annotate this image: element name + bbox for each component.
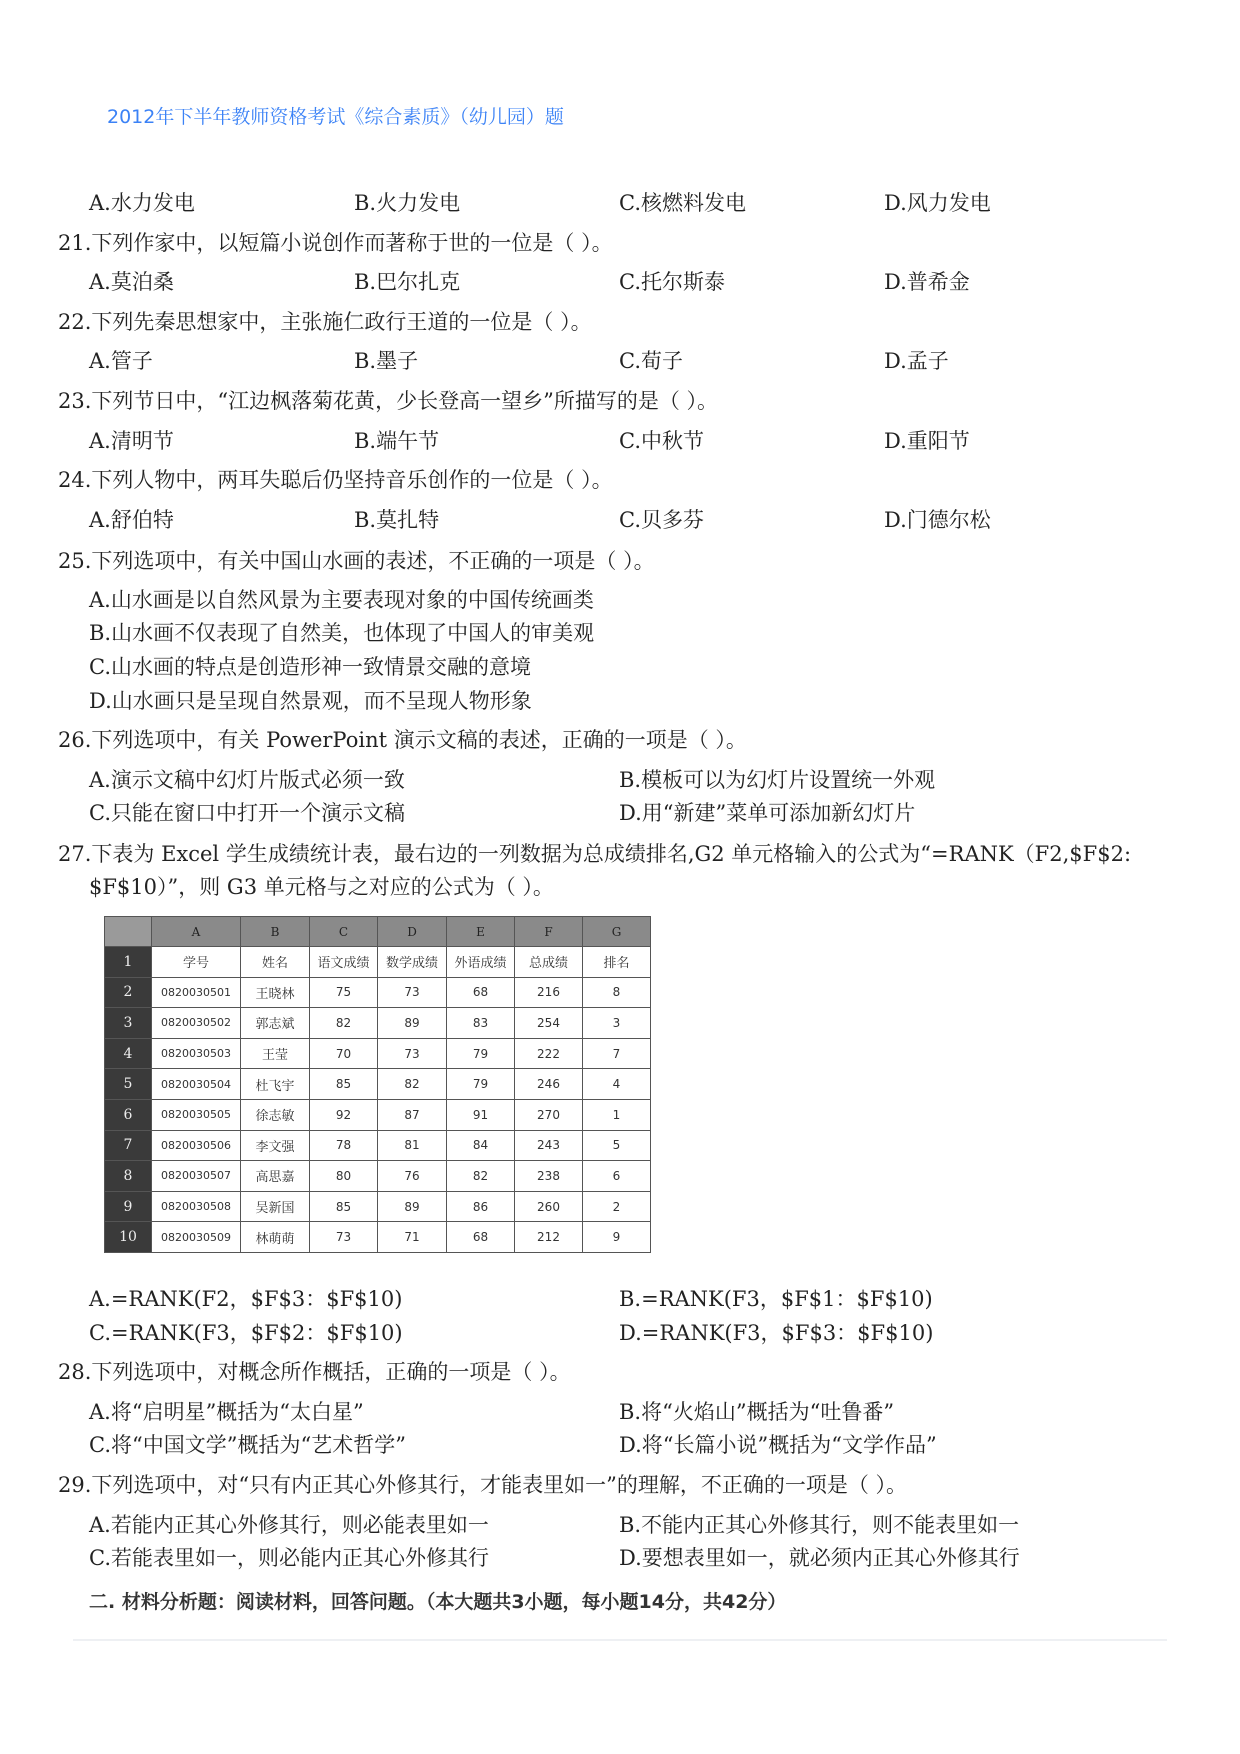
table-cell: 0820030504	[152, 1069, 241, 1100]
table-cell: 222	[515, 1038, 583, 1069]
table-cell: 杜飞宇	[241, 1069, 310, 1100]
q27-option-a: A.=RANK(F2，$F$3：$F$10)	[89, 1287, 403, 1311]
table-cell: 吴新国	[241, 1191, 310, 1222]
col-letter: B	[241, 917, 310, 947]
table-cell: 林萌萌	[241, 1222, 310, 1253]
table-cell: 246	[515, 1069, 583, 1100]
col-letter: C	[310, 917, 378, 947]
q29-option-b: B.不能内正其心外修其行，则不能表里如一	[619, 1513, 1020, 1537]
table-cell: 89	[378, 1191, 447, 1222]
table-cell: 243	[515, 1130, 583, 1161]
header-cell: 学号	[152, 947, 241, 978]
q22-option-d: D.孟子	[884, 349, 949, 373]
table-cell: 87	[378, 1099, 447, 1130]
header-cell: 总成绩	[515, 947, 583, 978]
table-cell: 82	[378, 1069, 447, 1100]
row-number: 8	[105, 1161, 152, 1192]
q26-option-c: C.只能在窗口中打开一个演示文稿	[89, 801, 405, 825]
table-cell: 75	[310, 977, 378, 1008]
q23-option-c: C.中秋节	[619, 429, 704, 453]
q21-option-a: A.莫泊桑	[89, 270, 174, 294]
table-cell: 70	[310, 1038, 378, 1069]
q21-option-c: C.托尔斯泰	[619, 270, 725, 294]
q23-stem: 23.下列节日中，“江边枫落菊花黄，少长登高一望乡”所描写的是（ ）。	[58, 389, 719, 413]
q27-stem-line1: 27.下表为 Excel 学生成绩统计表，最右边的一列数据为总成绩排名,G2 单元格输入的公式为“=RANK（F2,$F$2:	[58, 842, 1132, 866]
table-cell: 高思嘉	[241, 1161, 310, 1192]
table-cell: 82	[310, 1008, 378, 1039]
q21-option-d: D.普希金	[884, 270, 970, 294]
table-cell: 270	[515, 1099, 583, 1130]
header-cell: 数学成绩	[378, 947, 447, 978]
table-row	[105, 1191, 651, 1222]
excel-score-table	[104, 916, 651, 1253]
table-cell: 85	[310, 1069, 378, 1100]
table-cell: 212	[515, 1222, 583, 1253]
q28-option-a: A.将“启明星”概括为“太白星”	[89, 1400, 364, 1424]
table-cell: 91	[447, 1099, 515, 1130]
q27-stem-line2: $F$10）”，则 G3 单元格与之对应的公式为（ ）。	[89, 875, 554, 899]
q20-option-a: A.水力发电	[89, 191, 195, 215]
q23-option-b: B.端午节	[354, 429, 440, 453]
table-row	[105, 1038, 651, 1069]
q22-option-a: A.管子	[89, 349, 153, 373]
table-cell: 76	[378, 1161, 447, 1192]
table-row	[105, 1222, 651, 1253]
col-letter: G	[583, 917, 651, 947]
table-cell: 王莹	[241, 1038, 310, 1069]
q24-option-b: B.莫扎特	[354, 508, 440, 532]
table-cell: 81	[378, 1130, 447, 1161]
q20-option-c: C.核燃料发电	[619, 191, 746, 215]
table-cell: 李文强	[241, 1130, 310, 1161]
row-number: 10	[105, 1222, 152, 1253]
corner-cell	[105, 917, 152, 947]
q24-option-a: A.舒伯特	[89, 508, 174, 532]
row-number: 9	[105, 1191, 152, 1222]
table-cell: 89	[378, 1008, 447, 1039]
table-cell: 0820030508	[152, 1191, 241, 1222]
table-cell: 5	[583, 1130, 651, 1161]
column-letter-row	[105, 917, 651, 947]
q28-option-b: B.将“火焰山”概括为“吐鲁番”	[619, 1400, 895, 1424]
table-cell: 79	[447, 1038, 515, 1069]
divider	[73, 1639, 1167, 1641]
row-number: 6	[105, 1099, 152, 1130]
table-row	[105, 1008, 651, 1039]
q22-option-b: B.墨子	[354, 349, 419, 373]
table-cell: 216	[515, 977, 583, 1008]
q25-option-c: C.山水画的特点是创造形神一致情景交融的意境	[89, 655, 531, 679]
table-cell: 73	[378, 977, 447, 1008]
row-number: 1	[105, 947, 152, 978]
table-cell: 0820030503	[152, 1038, 241, 1069]
table-cell: 0820030509	[152, 1222, 241, 1253]
table-cell: 郭志斌	[241, 1008, 310, 1039]
table-cell: 王晓林	[241, 977, 310, 1008]
row-number: 2	[105, 977, 152, 1008]
table-row	[105, 1161, 651, 1192]
table-cell: 0820030501	[152, 977, 241, 1008]
table-cell: 73	[310, 1222, 378, 1253]
table-row	[105, 1099, 651, 1130]
table-cell: 1	[583, 1099, 651, 1130]
q20-option-d: D.风力发电	[884, 191, 991, 215]
table-cell: 6	[583, 1161, 651, 1192]
table-cell: 8	[583, 977, 651, 1008]
table-row	[105, 1130, 651, 1161]
header-cell: 语文成绩	[310, 947, 378, 978]
q29-stem: 29.下列选项中，对“只有内正其心外修其行，才能表里如一”的理解，不正确的一项是（ ）。	[58, 1473, 908, 1497]
table-cell: 260	[515, 1191, 583, 1222]
document-title: 2012年下半年教师资格考试《综合素质》（幼儿园）题	[107, 106, 564, 128]
q29-option-a: A.若能内正其心外修其行，则必能表里如一	[89, 1513, 489, 1537]
q25-option-d: D.山水画只是呈现自然景观，而不呈现人物形象	[89, 689, 532, 713]
table-cell: 85	[310, 1191, 378, 1222]
q22-option-c: C.荀子	[619, 349, 683, 373]
col-letter: E	[447, 917, 515, 947]
table-cell: 71	[378, 1222, 447, 1253]
q25-option-a: A.山水画是以自然风景为主要表现对象的中国传统画类	[89, 588, 594, 612]
table-cell: 84	[447, 1130, 515, 1161]
q28-option-d: D.将“长篇小说”概括为“文学作品”	[619, 1433, 937, 1457]
q26-stem: 26.下列选项中，有关 PowerPoint 演示文稿的表述，正确的一项是（ ）。	[58, 728, 747, 752]
q20-option-b: B.火力发电	[354, 191, 461, 215]
q27-option-b: B.=RANK(F3，$F$1：$F$10)	[619, 1287, 933, 1311]
q24-option-c: C.贝多芬	[619, 508, 704, 532]
table-cell: 82	[447, 1161, 515, 1192]
q26-option-a: A.演示文稿中幻灯片版式必须一致	[89, 768, 405, 792]
header-cell: 外语成绩	[447, 947, 515, 978]
q26-option-d: D.用“新建”菜单可添加新幻灯片	[619, 801, 916, 825]
row-number: 3	[105, 1008, 152, 1039]
q24-stem: 24.下列人物中，两耳失聪后仍坚持音乐创作的一位是（ ）。	[58, 468, 613, 492]
q21-stem: 21.下列作家中，以短篇小说创作而著称于世的一位是（ ）。	[58, 231, 613, 255]
section-2-heading: 二. 材料分析题：阅读材料，回答问题。（本大题共3小题，每小题14分，共42分）	[89, 1591, 787, 1613]
row-number: 5	[105, 1069, 152, 1100]
q28-option-c: C.将“中国文学”概括为“艺术哲学”	[89, 1433, 406, 1457]
q23-option-a: A.清明节	[89, 429, 174, 453]
table-cell: 254	[515, 1008, 583, 1039]
table-cell: 73	[378, 1038, 447, 1069]
q25-option-b: B.山水画不仅表现了自然美，也体现了中国人的审美观	[89, 621, 595, 645]
q24-option-d: D.门德尔松	[884, 508, 991, 532]
table-cell: 68	[447, 977, 515, 1008]
table-cell: 0820030505	[152, 1099, 241, 1130]
q25-stem: 25.下列选项中，有关中国山水画的表述，不正确的一项是（ ）。	[58, 549, 655, 573]
table-cell: 80	[310, 1161, 378, 1192]
col-letter: F	[515, 917, 583, 947]
q26-option-b: B.模板可以为幻灯片设置统一外观	[619, 768, 936, 792]
table-cell: 0820030507	[152, 1161, 241, 1192]
table-cell: 0820030506	[152, 1130, 241, 1161]
q27-option-d: D.=RANK(F3，$F$3：$F$10)	[619, 1321, 934, 1345]
table-cell: 4	[583, 1069, 651, 1100]
header-row	[105, 947, 651, 978]
table-cell: 3	[583, 1008, 651, 1039]
q23-option-d: D.重阳节	[884, 429, 970, 453]
table-cell: 78	[310, 1130, 378, 1161]
q29-option-c: C.若能表里如一，则必能内正其心外修其行	[89, 1546, 489, 1570]
table-cell: 92	[310, 1099, 378, 1130]
table-cell: 徐志敏	[241, 1099, 310, 1130]
table-cell: 238	[515, 1161, 583, 1192]
table-cell: 86	[447, 1191, 515, 1222]
header-cell: 姓名	[241, 947, 310, 978]
table-row	[105, 977, 651, 1008]
q22-stem: 22.下列先秦思想家中，主张施仁政行王道的一位是（ ）。	[58, 310, 592, 334]
q21-option-b: B.巴尔扎克	[354, 270, 461, 294]
row-number: 4	[105, 1038, 152, 1069]
table-row	[105, 1069, 651, 1100]
table-cell: 7	[583, 1038, 651, 1069]
table-cell: 79	[447, 1069, 515, 1100]
col-letter: A	[152, 917, 241, 947]
q27-option-c: C.=RANK(F3，$F$2：$F$10)	[89, 1321, 403, 1345]
table-cell: 83	[447, 1008, 515, 1039]
row-number: 7	[105, 1130, 152, 1161]
table-cell: 68	[447, 1222, 515, 1253]
q28-stem: 28.下列选项中，对概念所作概括，正确的一项是（ ）。	[58, 1360, 571, 1384]
table-cell: 2	[583, 1191, 651, 1222]
q29-option-d: D.要想表里如一，就必须内正其心外修其行	[619, 1546, 1020, 1570]
table-cell: 0820030502	[152, 1008, 241, 1039]
header-cell: 排名	[583, 947, 651, 978]
col-letter: D	[378, 917, 447, 947]
table-cell: 9	[583, 1222, 651, 1253]
